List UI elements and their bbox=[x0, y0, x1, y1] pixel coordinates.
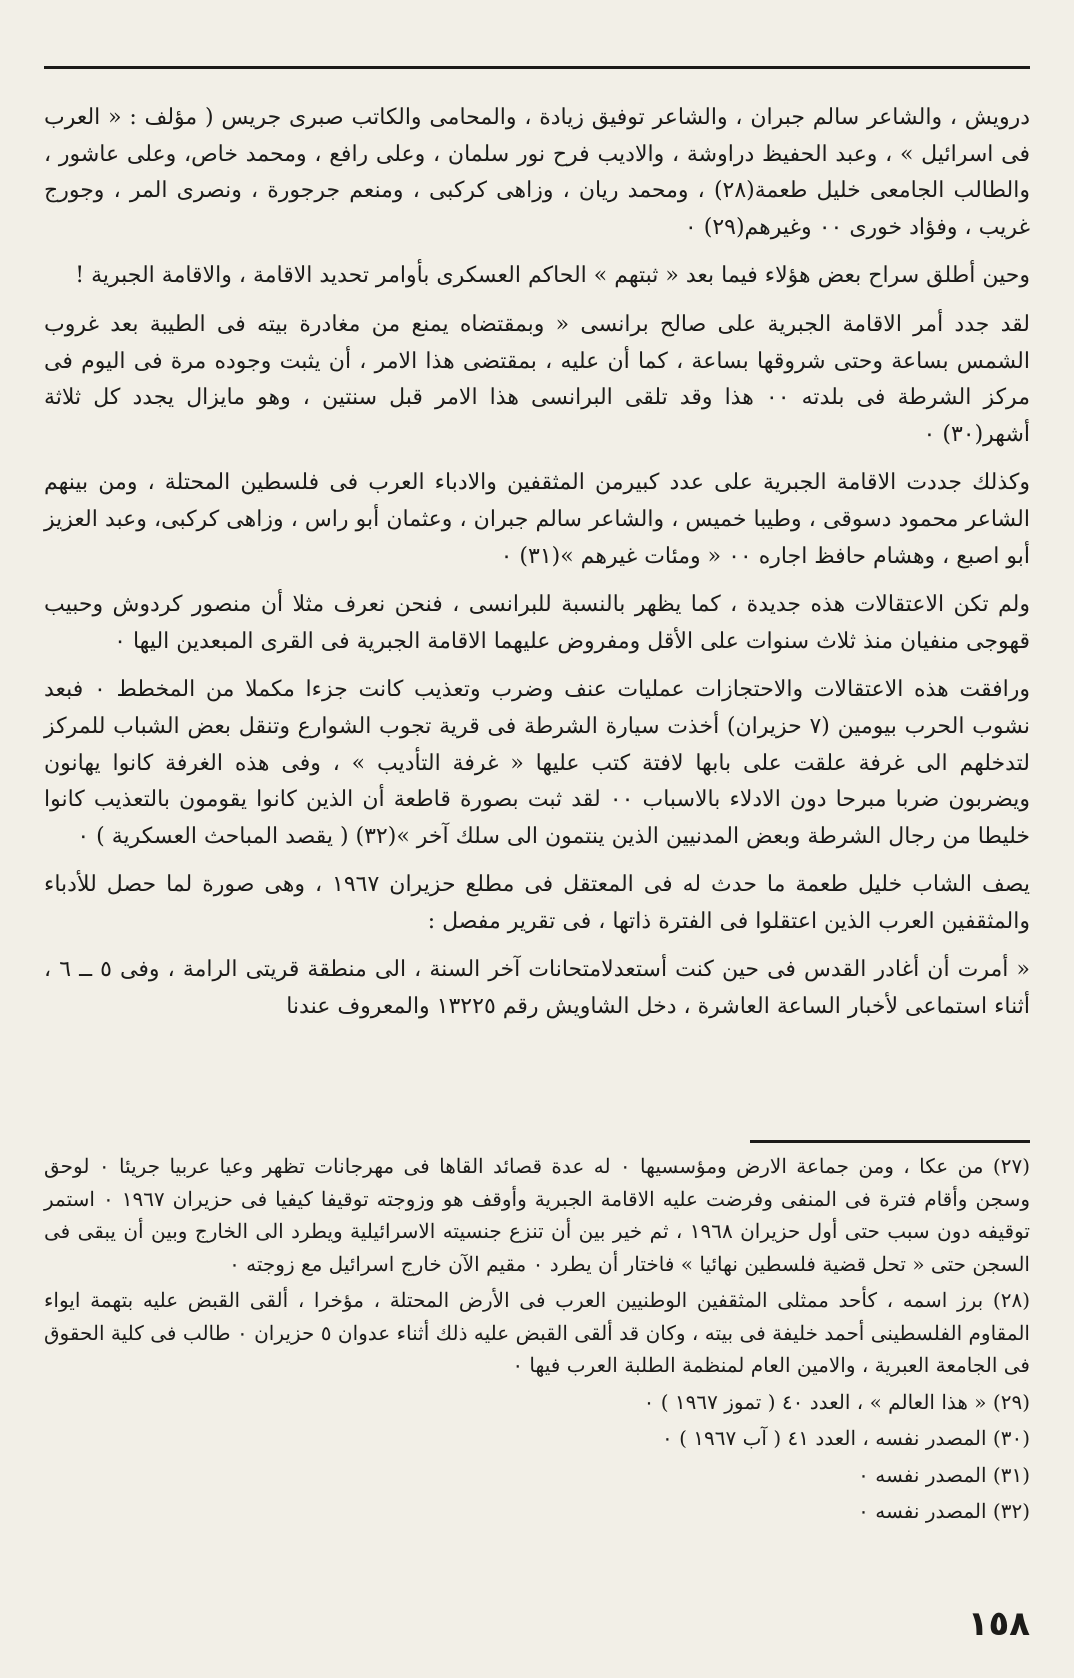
footnote: (٣١) المصدر نفسه ٠ bbox=[858, 1462, 1030, 1487]
footnote: (٣٢) المصدر نفسه ٠ bbox=[858, 1499, 1030, 1523]
header-rule bbox=[44, 66, 1030, 69]
paragraph: لقد جدد أمر الاقامة الجبرية على صالح برانسى « وبمقتضاه يمنع من مغادرة بيته فى الطيبة بعد غروب الشمس بساعة وحتى شروقها بساعة ، كما أن عليه ، بمقتضى هذا الامر ، أن يثبت وجوده مرة فى اليوم فى مركز الشرطة فى بلدته ٠٠ هذا وقد تلقى البرانسى هذا الامر قبل سنتين ، وهو مايزال يجدد كل ثلاثة أشهر(٣٠) ٠ bbox=[44, 311, 1030, 447]
footnote: (٣٠) المصدر نفسه ، العدد ٤١ ( آب ١٩٦٧ ) ٠ bbox=[661, 1426, 1030, 1450]
page-number: ١٥٨ bbox=[967, 1604, 1030, 1644]
footnote-separator bbox=[750, 1140, 1030, 1143]
paragraph: وحين أطلق سراح بعض هؤلاء فيما بعد « ثبتهم » الحاكم العسكرى بأوامر تحديد الاقامة ، والاقامة الجبرية ! bbox=[75, 263, 1030, 289]
footnote: (٢٩) « هذا العالم » ، العدد ٤٠ ( تموز ١٩٦٧ ) ٠ bbox=[643, 1389, 1030, 1414]
paragraph: ورافقت هذه الاعتقالات والاحتجازات عمليات عنف وضرب وتعذيب كانت جزءا مكملا من المخطط ٠ فبعد نشوب الحرب بيومين (٧ حزيران) أخذت سيارة الشرطة فى قرية تجوب الشوارع وتنقل بعض الشباب للمركز لتدخلهم الى غرفة علقت على بابها لافتة كتب عليها « غرفة التأديب » ، وفى هذه الغرفة كانوا يهانون ويضربون ضربا مبرحا دون الادلاء بالاسباب ٠٠ لقد ثبت بصورة قاطعة أن الذين كانوا يقومون بالتعذيب كانوا خليطا من رجال الشرطة وبعض المدنيين الذين ينتمون الى سلك آخر »(٣٢) ( يقصد المباحث العسكرية ) ٠ bbox=[44, 677, 1031, 849]
paragraph: يصف الشاب خليل طعمة ما حدث له فى المعتقل فى مطلع حزيران ١٩٦٧ ، وهى صورة لما حصل للأدباء والمثقفين العرب الذين اعتقلوا فى الفترة ذاتها ، فى تقرير مفصل : bbox=[44, 872, 1030, 934]
paragraph: ولم تكن الاعتقالات هذه جديدة ، كما يظهر بالنسبة للبرانسى ، فنحن نعرف مثلا أن منصور كردوش وحبيب قهوجى منفيان منذ ثلاث سنوات على الأقل ومفروض عليهما الاقامة الجبرية فى القرى المبعدين اليها ٠ bbox=[44, 592, 1030, 654]
paragraph: وكذلك جددت الاقامة الجبرية على عدد كبيرمن المثقفين والادباء العرب فى فلسطين المحتلة ، ومن بينهم الشاعر محمود دسوقى ، وطيبا خميس ، والشاعر سالم جبران ، وعثمان أبو راس ، وزاهى كركبى، وعبد العزيز أبو اصبع ، وهشام حافظ اجاره ٠٠ « ومئات غيرهم »(٣١) ٠ bbox=[44, 470, 1030, 569]
main-text bbox=[44, 100, 1030, 1038]
paragraph: درويش ، والشاعر سالم جبران ، والشاعر توفيق زيادة ، والمحامى والكاتب صبرى جريس ( مؤلف : « العرب فى اسرائيل » ، وعبد الحفيظ دراوشة ، والاديب فرح نور سلمان ، وعلى رافع ، ومحمد خاص، وعلى عاشور ، والطالب الجامعى خليل طعمة(٢٨) ، ومحمد ريان ، وزاهى كركبى ، ومنعم جرجورة ، ونصرى المر ، وجورج غريب ، وفؤاد خورى ٠٠ وغيرهم(٢٩) ٠ bbox=[44, 105, 1030, 240]
footnote: (٢٧) من عكا ، ومن جماعة الارض ومؤسسيها ٠ له عدة قصائد القاها فى مهرجانات تظهر وعيا عربيا جريئا ٠ لوحق وسجن وأقام فترة فى المنفى وفرضت عليه الاقامة الجبرية وأوقف هو وزوجته توقيفا كيفيا فى حزيران ١٩٦٧ ٠ استمر توقيفه دون سبب حتى أول حزيران ١٩٦٨ ، ثم خير بين أن تنزع جنسيته الاسرائيلية ويطرد الى الخارج وبين أن يبقى فى السجن حتى « تحل قضية فلسطين نهائيا » فاختار أن يطرد ٠ مقيم الآن خارج اسرائيل مع زوجته ٠ bbox=[44, 1154, 1031, 1276]
paragraph: « أمرت أن أغادر القدس فى حين كنت أستعدلامتحانات آخر السنة ، الى منطقة قريتى الرامة ، وفى ٥ ــ ٦ ، أثناء استماعى لأخبار الساعة العاشرة ، دخل الشاويش رقم ١٣٢٢٥ والمعروف عندنا bbox=[44, 957, 1030, 1020]
footnotes bbox=[44, 1150, 1030, 1532]
footnote: (٢٨) برز اسمه ، كأحد ممثلى المثقفين الوطنيين العرب فى الأرض المحتلة ، مؤخرا ، ألقى القبض عليه بتهمة ايواء المقاوم الفلسطينى أحمد خليفة فى بيته ، وكان قد ألقى القبض عليه ذلك أثناء عدوان ٥ حزيران ٠ طالب فى كلية الحقوق فى الجامعة العبرية ، والامين العام لمنظمة الطلبة العرب فيها ٠ bbox=[44, 1288, 1030, 1377]
book-page bbox=[44, 0, 1030, 1678]
